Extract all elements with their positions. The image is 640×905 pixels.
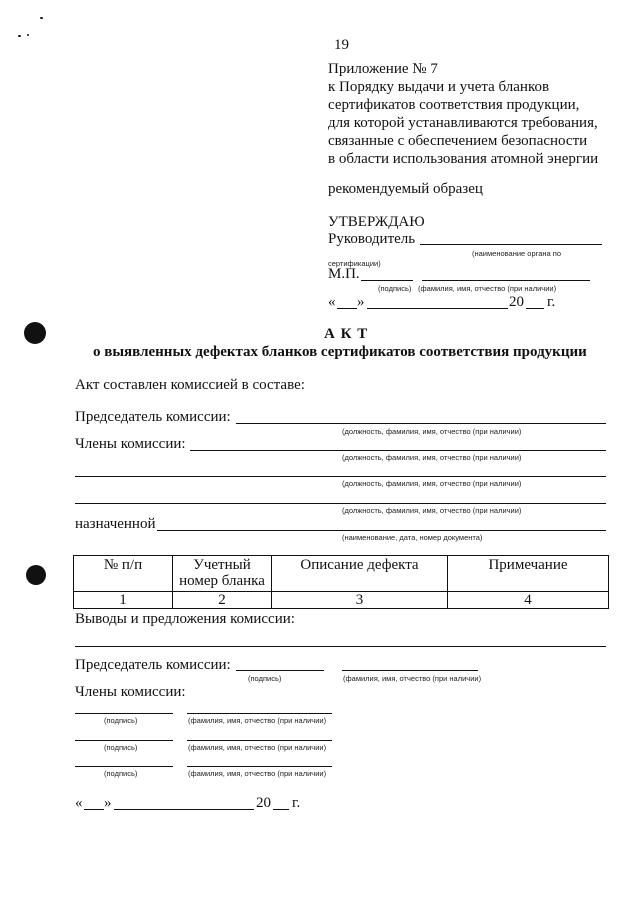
table-cell: 3: [272, 592, 448, 609]
sign-hint: (подпись): [104, 743, 138, 752]
member-line: [75, 476, 606, 477]
sign-hint: (подпись): [378, 284, 412, 293]
header-note: Примечание: [448, 556, 609, 592]
approve-heading: УТВЕРЖДАЮ: [328, 214, 425, 230]
final-date-close: »: [104, 795, 112, 811]
org-hint: (наименование органа по: [472, 249, 562, 258]
appendix-line: к Порядку выдачи и учета бланков: [328, 79, 550, 95]
doc-hint: (наименование, дата, номер документа): [342, 533, 483, 542]
position-hint: (должность, фамилия, имя, отчество (при наличии): [342, 427, 522, 436]
appendix-line: в области использования атомной энергии: [328, 151, 599, 167]
position-hint: (должность, фамилия, имя, отчество (при наличии): [342, 453, 522, 462]
recommended-sample: рекомендуемый образец: [328, 181, 483, 197]
chairman-sign-label: Председатель комиссии:: [75, 657, 231, 673]
conclusions-label: Выводы и предложения комиссии:: [75, 611, 295, 627]
member-signature-line: [75, 713, 173, 714]
act-title: А К Т: [324, 326, 369, 342]
final-year-prefix: 20: [256, 795, 271, 811]
position-hint: (должность, фамилия, имя, отчество (при наличии): [342, 479, 522, 488]
member-name-line: [187, 766, 332, 767]
header-number: № п/п: [74, 556, 173, 592]
position-hint: (должность, фамилия, имя, отчество (при наличии): [342, 506, 522, 515]
name-hint: (фамилия, имя, отчество (при наличии): [188, 716, 327, 725]
sign-hint: (подпись): [248, 674, 282, 683]
scan-speck: [27, 34, 29, 36]
header-blank-number-line2: номер бланка: [179, 573, 265, 589]
name-hint: (фамилия, имя, отчество (при наличии): [343, 674, 482, 683]
appendix-line: для которой устанавливаются требования,: [328, 115, 598, 131]
page-number: 19: [334, 37, 349, 53]
date-close-quote: »: [357, 294, 365, 310]
member-signature-line: [75, 740, 173, 741]
member-signature-line: [75, 766, 173, 767]
sign-hint: (подпись): [104, 769, 138, 778]
chairman-signature-line: [236, 670, 324, 671]
table-cell: 2: [173, 592, 272, 609]
name-hint: (фамилия, имя, отчество (при наличии): [418, 284, 557, 293]
day-line: [337, 308, 357, 309]
member-line: [75, 503, 606, 504]
year-line: [526, 308, 544, 309]
scan-speck: [18, 35, 21, 37]
appendix-title: Приложение № 7: [328, 61, 438, 77]
composed-label: Акт составлен комиссией в составе:: [75, 377, 305, 393]
scan-speck: [40, 17, 43, 19]
head-label: Руководитель: [328, 231, 416, 247]
header-blank-number: [173, 556, 272, 592]
sign-hint: (подпись): [104, 716, 138, 725]
table-header-row: [74, 556, 609, 592]
signature-line: [361, 280, 413, 281]
stamp-label: М.П.: [328, 266, 360, 282]
year-prefix: 20: [509, 294, 524, 310]
appointed-line: [157, 530, 606, 531]
appendix-line: сертификатов соответствия продукции,: [328, 97, 580, 113]
conclusions-line: [75, 646, 606, 647]
year-suffix: г.: [547, 294, 556, 310]
appendix-line: связанные с обеспечением безопасности: [328, 133, 588, 149]
chairman-label: Председатель комиссии:: [75, 409, 231, 425]
final-day-line: [84, 809, 104, 810]
chairman-name-line: [342, 670, 478, 671]
name-hint: (фамилия, имя, отчество (при наличии): [188, 743, 327, 752]
name-hint: (фамилия, имя, отчество (при наличии): [188, 769, 327, 778]
table-row: [74, 592, 609, 609]
month-line: [367, 308, 508, 309]
org-hint-cont: сертификации): [328, 259, 381, 268]
appointed-label: назначенной: [75, 516, 156, 532]
defects-table: [73, 555, 609, 609]
final-year-suffix: г.: [292, 795, 301, 811]
members-label: Члены комиссии:: [75, 436, 186, 452]
final-year-line: [273, 809, 289, 810]
punch-hole-bottom: [26, 565, 46, 585]
member-line: [190, 450, 606, 451]
member-name-line: [187, 740, 332, 741]
punch-hole-top: [24, 322, 46, 344]
members-sign-label: Члены комиссии:: [75, 684, 186, 700]
final-month-line: [114, 809, 254, 810]
date-open-quote: «: [328, 294, 336, 310]
header-blank-number-line1: Учетный: [193, 557, 251, 573]
chairman-line: [236, 423, 606, 424]
member-name-line: [187, 713, 332, 714]
final-date-open: «: [75, 795, 83, 811]
table-cell: 4: [448, 592, 609, 609]
org-field-line: [420, 244, 602, 245]
name-line: [422, 280, 590, 281]
header-defect: Описание дефекта: [272, 556, 448, 592]
table-cell: 1: [74, 592, 173, 609]
act-subtitle: о выявленных дефектах бланков сертификатов соответствия продукции: [93, 344, 587, 360]
